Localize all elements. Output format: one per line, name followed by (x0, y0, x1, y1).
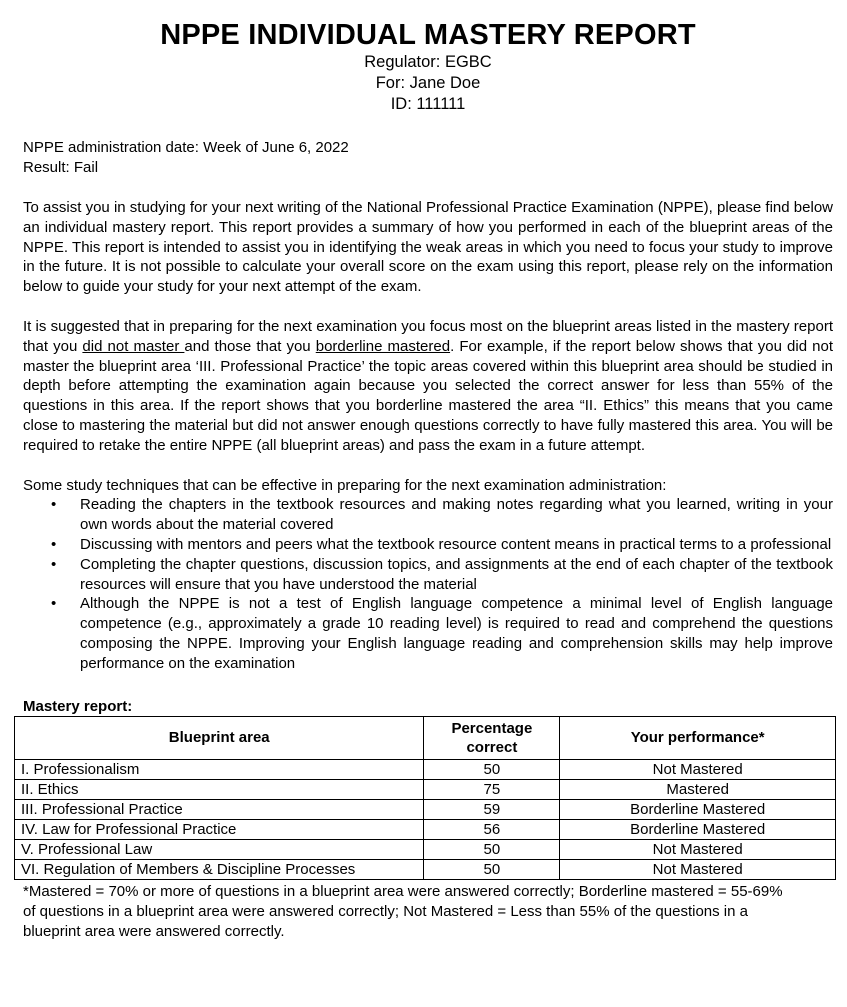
table-row (15, 819, 836, 839)
cell-percentage: 56 (424, 819, 560, 839)
cell-area: II. Ethics (15, 779, 424, 799)
cell-performance: Borderline Mastered (560, 799, 836, 819)
list-item-text: Although the NPPE is not a test of English language competence a minimal level of English language competence (e.g., approximately a grade 10 reading level) is required to read and comprehend the questions composing the NPPE. Improving your English language reading and comprehension skills may help improve performance on the examination (80, 595, 833, 672)
header-your-performance: Your performance* (560, 716, 836, 759)
intro-paragraph: To assist you in studying for your next writing of the National Professional Practice Examination (NPPE), please find below an individual mastery report. This report provides a summary of how you performed in each of the blueprint areas of the NPPE. This report is intended to assist you in identifying the weak areas in which you need to focus your study to improve in the future. It is not possible to calculate your overall score on the exam using this report, please rely on the information below to guide your study for your next attempt of the exam. (23, 199, 833, 296)
list-item (51, 594, 833, 673)
mastery-table (14, 716, 836, 880)
cell-area: I. Professionalism (15, 759, 424, 779)
table-row (15, 779, 836, 799)
header-blueprint-area: Blueprint area (15, 716, 424, 759)
mastery-report-label: Mastery report: (23, 697, 133, 715)
list-item-text: Discussing with mentors and peers what the textbook resource content means in practical terms to a professional (80, 535, 832, 553)
regulator-line: Regulator: EGBC (364, 53, 492, 71)
suggestion-text-1: It is suggested that in preparing for the next examination you focus most on the blueprint areas listed in the mastery report that you (23, 317, 833, 355)
header-percentage-correct (424, 716, 560, 759)
cell-area: VI. Regulation of Members & Discipline Processes (15, 859, 424, 879)
exam-meta (23, 138, 833, 178)
techniques-intro: Some study techniques that can be effective in preparing for the next examination administration: (23, 476, 667, 494)
cell-performance: Mastered (560, 779, 836, 799)
administration-date: NPPE administration date: Week of June 6, 2022 (23, 139, 349, 156)
cell-percentage: 50 (424, 839, 560, 859)
table-row (15, 839, 836, 859)
cell-area: V. Professional Law (15, 839, 424, 859)
list-item-text: Reading the chapters in the textbook resources and making notes regarding what you learned, writing in your own words about the material covered (80, 496, 833, 534)
bullet-icon: • (51, 595, 57, 613)
cell-area: IV. Law for Professional Practice (15, 819, 424, 839)
candidate-id-line: ID: 111111 (390, 95, 466, 113)
cell-percentage: 59 (424, 799, 560, 819)
table-row (15, 799, 836, 819)
candidate-name-line: For: Jane Doe (375, 74, 481, 92)
suggestion-text-3: . For example, if the report below shows that you did not master the blueprint area ‘III. Professional Practice’ the topic areas covered within this blueprint area should be studied in depth before attempting the examination again because you selected the correct answer for less than 55% of the questions in this area. If the report shows that you borderline mastered the area “II. Ethics” this means that you came close to mastering the material but did not answer enough questions correctly to have fully mastered this area. You will be required to retake the entire NPPE (all blueprint areas) and pass the exam in a future attempt. (23, 337, 833, 454)
header-percentage-line2: correct (466, 738, 518, 756)
list-item (51, 495, 833, 535)
list-item (51, 535, 833, 555)
cell-percentage: 75 (424, 779, 560, 799)
list-item (51, 555, 833, 595)
cell-performance: Not Mastered (560, 759, 836, 779)
report-title: NPPE INDIVIDUAL MASTERY REPORT (160, 19, 696, 51)
cell-performance: Not Mastered (560, 859, 836, 879)
cell-percentage: 50 (424, 759, 560, 779)
header-percentage-line1: Percentage (451, 719, 533, 737)
table-row (15, 759, 836, 779)
exam-result: Result: Fail (23, 159, 99, 176)
suggestion-text-2: and those that you (184, 337, 316, 355)
table-row (15, 859, 836, 879)
cell-percentage: 50 (424, 859, 560, 879)
suggestion-paragraph (23, 317, 833, 456)
table-header-row (15, 716, 836, 759)
cell-performance: Borderline Mastered (560, 819, 836, 839)
cell-area: III. Professional Practice (15, 799, 424, 819)
bullet-icon: • (51, 555, 57, 573)
suggestion-underline-did-not-master: did not master (82, 337, 185, 355)
bullet-icon: • (51, 535, 57, 553)
list-item-text: Completing the chapter questions, discussion topics, and assignments at the end of each chapter of the textbook resources will ensure that you have understood the material (80, 555, 833, 593)
suggestion-underline-borderline: borderline mastered (315, 337, 451, 355)
bullet-icon: • (51, 496, 57, 514)
techniques-list (23, 495, 833, 673)
mastery-footnote: *Mastered = 70% or more of questions in a blueprint area were answered correctly; Borderline mastered = 55-69% of questions in a blueprint area were answered correctly; Not Mastered = Less than 55% of the questions in a blueprint area were answered correctly. (23, 882, 783, 940)
cell-performance: Not Mastered (560, 839, 836, 859)
